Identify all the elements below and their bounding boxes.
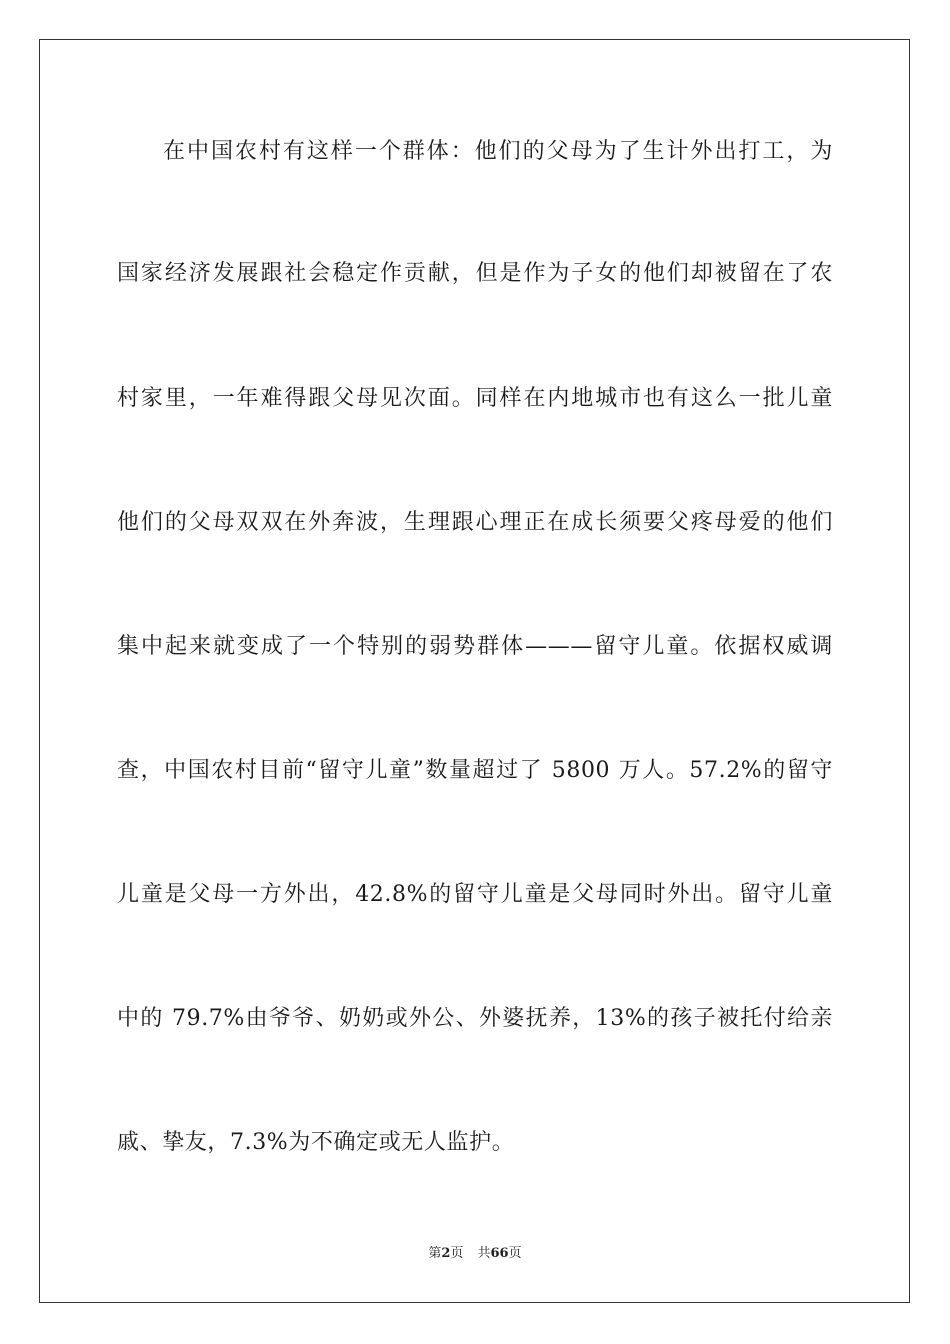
page-suffix: 页 xyxy=(450,1246,464,1261)
paragraph-line-3: 村家里，一年难得跟父母见次面。同样在内地城市也有这么一批儿童 xyxy=(117,386,833,411)
current-page-number: 2 xyxy=(441,1246,451,1261)
page-prefix: 第 xyxy=(428,1246,442,1261)
paragraph-line-5: 集中起来就变成了一个特别的弱势群体———留守儿童。依据权威调 xyxy=(117,634,833,659)
total-prefix: 共 xyxy=(477,1246,491,1261)
paragraph-line-8: 中的 79.7%由爷爷、奶奶或外公、外婆抚养，13%的孩子被托付给亲 xyxy=(117,1006,833,1031)
paragraph-line-7: 儿童是父母一方外出，42.8%的留守儿童是父母同时外出。留守儿童 xyxy=(117,882,833,907)
page-border xyxy=(39,39,910,1303)
paragraph-line-4: 他们的父母双双在外奔波，生理跟心理正在成长须要父疼母爱的他们 xyxy=(117,510,833,535)
paragraph-line-1: 在中国农村有这样一个群体：他们的父母为了生计外出打工，为 xyxy=(163,139,833,164)
paragraph-line-9: 戚、挚友，7.3%为不确定或无人监护。 xyxy=(117,1130,515,1155)
paragraph-line-6: 查，中国农村目前“留守儿童”数量超过了 5800 万人。57.2%的留守 xyxy=(117,758,833,783)
total-pages-number: 66 xyxy=(490,1246,509,1261)
page-footer xyxy=(0,1246,950,1262)
total-suffix: 页 xyxy=(508,1246,522,1261)
paragraph-line-2: 国家经济发展跟社会稳定作贡献，但是作为子女的他们却被留在了农 xyxy=(117,261,833,286)
